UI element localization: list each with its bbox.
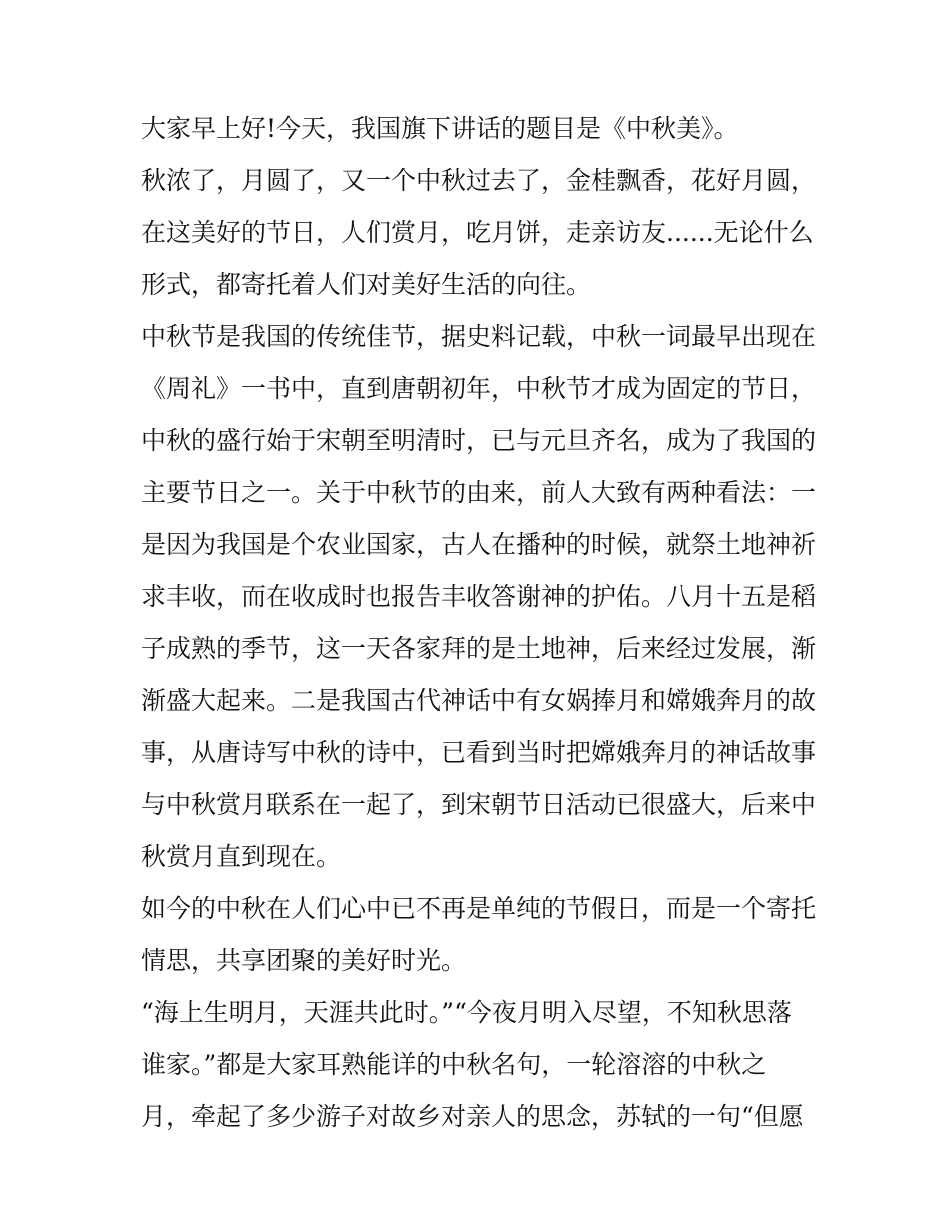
text-line: 事，从唐诗写中秋的诗中，已看到当时把嫦娥奔月的神话故事 [141,738,817,767]
text-line: 情思，共享团聚的美好时光。 [141,946,467,975]
text-line: 谁家。”都是大家耳熟能详的中秋名句，一轮溶溶的中秋之 [141,1050,767,1079]
text-line: 在这美好的节日，人们赏月，吃月饼，走亲访友......无论什么 [141,218,814,247]
text-line: 是因为我国是个农业国家，古人在播种的时候，就祭土地神祈 [141,530,817,559]
text-line: 子成熟的季节，这一天各家拜的是土地神，后来经过发展，渐 [141,634,817,663]
text-line: 中秋节是我国的传统佳节，据史料记载，中秋一词最早出现在 [141,322,817,351]
text-line: 与中秋赏月联系在一起了，到宋朝节日活动已很盛大，后来中 [141,790,817,819]
text-line: 中秋的盛行始于宋朝至明清时，已与元旦齐名，成为了我国的 [141,426,817,455]
text-line: 渐盛大起来。二是我国古代神话中有女娲捧月和嫦娥奔月的故 [141,686,817,715]
text-line: 大家早上好!今天，我国旗下讲话的题目是《中秋美》。 [141,114,739,143]
text-line: 秋赏月直到现在。 [141,842,342,871]
text-line: 月，牵起了多少游子对故乡对亲人的思念，苏轼的一句“但愿 [141,1102,804,1131]
text-line: 如今的中秋在人们心中已不再是单纯的节假日，而是一个寄托 [141,894,817,923]
text-line: 主要节日之一。关于中秋节的由来，前人大致有两种看法：一 [141,478,817,507]
text-line: 形式，都寄托着人们对美好生活的向往。 [141,270,592,299]
text-line: “海上生明月，天涯共此时。”“今夜月明入尽望，不知秋思落 [141,998,792,1027]
text-line: 《周礼》一书中，直到唐朝初年，中秋节才成为固定的节日， [141,374,817,403]
text-line: 秋浓了，月圆了，又一个中秋过去了，金桂飘香，花好月圆， [141,166,817,195]
text-line: 求丰收，而在收成时也报告丰收答谢神的护佑。八月十五是稻 [141,582,817,611]
